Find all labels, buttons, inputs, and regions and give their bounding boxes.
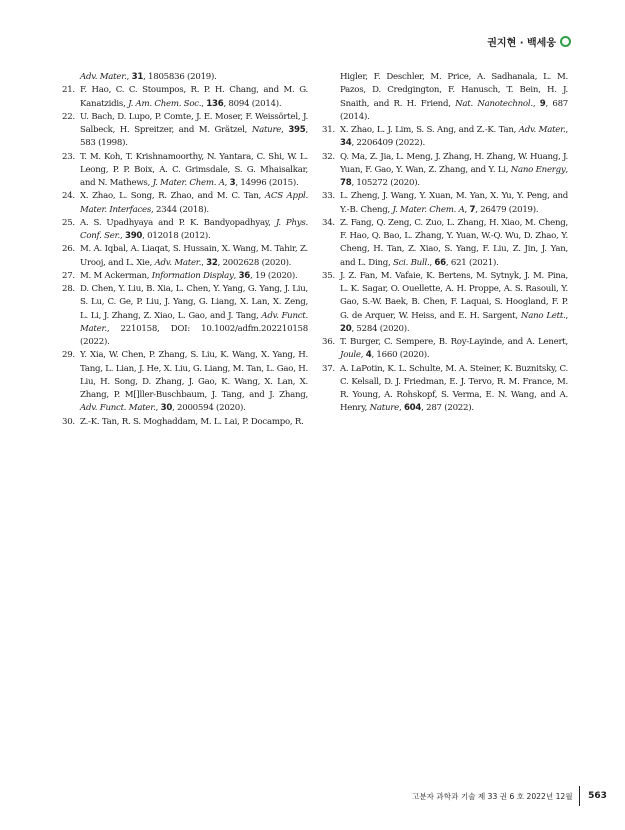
reference-text: , 8094 (2014). (223, 98, 282, 109)
reference-text: , (126, 72, 132, 82)
reference-text: , (233, 270, 239, 281)
reference-text: , (281, 125, 289, 135)
reference-text: , 26479 (2019). (475, 204, 539, 215)
journal-name: J. Phys. Conf. Ser. (80, 217, 308, 241)
reference-text: D. Chen, Y. Liu, B. Xia, L. Chen, Y. Yang, G. Yang, J. Liu, S. Lu, C. Ge, P. Liu, J. Yang, G. Liang, X. Lan, X. Zeng, L. Li, J. Zhang, Z. Xiao, L. Gao, and J. Tang, (80, 284, 308, 321)
volume-number: 36 (238, 270, 251, 281)
reference-item (62, 283, 308, 349)
reference-number: 27. (62, 270, 75, 281)
running-header (487, 34, 571, 49)
footer-journal: 고분자 과학과 기술 제 33 권 6 호 2022년 12월 (412, 791, 573, 801)
volume-number: 7 (469, 204, 476, 215)
reference-text: F. Hao, C. C. Stoumpos, R. P. H. Chang, and M. G. Kanatzidis, (80, 85, 308, 109)
reference-text: Higler, F. Deschler, M. Price, A. Sadhanala, L. M. Pazos, D. Credgington, F. Hanusch, T. Bein, H. J. Snaith, and R. H. Friend, (340, 72, 568, 109)
journal-name: Nature (251, 125, 282, 135)
reference-text: , (155, 403, 161, 414)
reference-item (62, 270, 308, 283)
reference-text: , 5284 (2020). (351, 323, 410, 334)
reference-item (322, 270, 568, 336)
journal-name: J. Mater. Chem. A (392, 204, 465, 215)
reference-text: J. Z. Fan, M. Vafaie, K. Bertens, M. Sytnyk, J. M. Pina, L. K. Sagar, O. Ouellette, A. H. Proppe, A. S. Rasouli, Y. Gao, S.-W. Baek, B. Chen, F. Laquai, S. Hoogland, F. P. G. de Arquer, W. Heiss, and E. H. Sargent, (340, 270, 568, 321)
reference-number: 29. (62, 350, 75, 361)
reference-text: , (464, 204, 470, 215)
reference-text: T. Burger, C. Sempere, B. Roy-Layinde, and A. Lenert, (340, 337, 568, 347)
reference-item (62, 243, 308, 270)
reference-number: 31. (322, 125, 335, 135)
reference-text: A. LaPotin, K. L. Schulte, M. A. Steiner, K. Buznitsky, C. C. Kelsall, D. J. Friedman, E. J. Tervo, R. M. France, M. R. Young, A. Rohskopf, S. Verma, E. N. Wang, and A. Henry, (340, 363, 568, 414)
reference-text: , 1805836 (2019). (143, 72, 217, 82)
journal-name: ACS Appl. Mater. Interfaces (80, 191, 308, 215)
reference-text: , 2000594 (2020). (172, 403, 246, 414)
reference-number: 32. (322, 151, 335, 162)
reference-number: 33. (322, 191, 335, 202)
volume-number: 66 (434, 257, 446, 268)
divider (579, 786, 581, 806)
journal-name: J. Mater. Chem. A (152, 178, 225, 188)
reference-item (322, 71, 568, 124)
reference-text: , 287 (2022). (421, 403, 474, 414)
reference-text: Z.-K. Tan, R. S. Moghaddam, M. L. Lai, P. Docampo, R. (80, 416, 304, 427)
reference-text: M. A. Iqbal, A. Liaqat, S. Hussain, X. Wang, M. Tahir, Z. Urooj, and L. Xie, (80, 244, 308, 268)
reference-text: , (120, 231, 125, 241)
reference-text: , 1660 (2020). (371, 350, 430, 361)
journal-name: Adv. Funct. Mater. (80, 310, 308, 334)
reference-text: , (201, 257, 207, 268)
reference-item (322, 336, 568, 363)
reference-item (322, 363, 568, 416)
reference-number: 34. (322, 217, 335, 228)
reference-text: , (224, 178, 230, 188)
reference-item (62, 84, 308, 111)
reference-number: 36. (322, 337, 335, 347)
reference-item (322, 190, 568, 217)
reference-text: M. M Ackerman, (80, 270, 152, 281)
page-number: 563 (588, 791, 607, 801)
journal-name: Nature (369, 403, 399, 414)
volume-number: 78 (340, 178, 352, 188)
journal-name: J. Am. Chem. Soc. (128, 98, 202, 109)
reference-text: , 012018 (2012). (142, 231, 211, 241)
reference-text: , (532, 98, 540, 109)
reference-text: , 621 (2021). (445, 257, 499, 268)
volume-number: 34 (340, 138, 352, 149)
reference-item (62, 349, 308, 415)
volume-number: 395 (288, 125, 306, 135)
journal-name: Sci. Bull. (392, 257, 430, 268)
reference-text: , (565, 310, 568, 321)
reference-text: , 2210158, DOI: 10.1002/adfm.202210158 (2022). (80, 323, 308, 347)
reference-item (62, 416, 308, 429)
journal-name: Nat. Nanotechnol. (455, 98, 533, 109)
reference-number: 22. (62, 111, 75, 122)
reference-number: 21. (62, 85, 75, 96)
journal-name: Nano Lett. (520, 310, 566, 321)
journal-name: Information Display (151, 270, 234, 281)
reference-number: 37. (322, 363, 335, 374)
reference-text: , 687 (2014). (340, 98, 569, 122)
volume-number: 32 (206, 257, 218, 268)
volume-number: 31 (131, 72, 144, 82)
references-right-column (322, 71, 568, 416)
reference-item (322, 151, 568, 191)
reference-text: X. Zhao, L. Song, R. Zhao, and M. C. Tan, (80, 191, 265, 202)
reference-text: Q. Ma, Z. Jia, L. Meng, J. Zhang, H. Zhang, W. Huang, J. Yuan, F. Gao, Y. Wan, Z. Zhang, and Y. Li, (340, 151, 568, 175)
journal-name: Nano Energy (510, 164, 566, 175)
reference-number: 35. (322, 270, 335, 281)
reference-item (322, 124, 568, 151)
reference-text: T. M. Koh, T. Krishnamoorthy, N. Yantara, C. Shi, W. L. Leong, P. P. Boix, A. C. Grimsdale, S. G. Mhaisalkar, and N. Mathews, (80, 151, 308, 188)
references-left-column (62, 71, 308, 429)
reference-text: L. Zheng, J. Wang, Y. Xuan, M. Yan, X. Yu, Y. Peng, and Y.-B. Cheng, (340, 191, 568, 215)
journal-name: Adv. Mater. (80, 72, 127, 82)
reference-item (322, 217, 568, 270)
volume-number: 30 (160, 403, 173, 414)
reference-item (62, 190, 308, 217)
journal-name: Adv. Funct. Mater. (80, 403, 156, 414)
reference-text: , 2344 (2018). (151, 204, 209, 215)
reference-text: , 14996 (2015). (235, 178, 299, 188)
reference-number: 23. (62, 151, 75, 162)
reference-text: , (565, 125, 568, 135)
reference-text: Z. Fang, Q. Zeng, C. Zuo, L. Zhang, H. Xiao, M. Cheng, F. Hao, Q. Bao, L. Zhang, Y. Yuan, W.-Q. Wu, D. Zhao, Y. Cheng, H. Tan, Z. Xiao, S. Yang, F. Liu, Z. Jin, J. Yan, and L. Ding, (340, 217, 568, 268)
volume-number: 3 (229, 178, 236, 188)
reference-text: , (360, 350, 366, 361)
reference-item (62, 111, 308, 151)
reference-text: , (565, 164, 568, 175)
reference-text: , 19 (2020). (250, 270, 298, 281)
volume-number: 9 (539, 98, 546, 109)
reference-text: , (398, 403, 404, 414)
header-authors: 권지현 · 백세웅 (487, 38, 556, 49)
reference-number: 25. (62, 217, 75, 228)
volume-number: 390 (124, 231, 143, 241)
circle-icon (560, 36, 571, 47)
volume-number: 20 (340, 323, 352, 334)
volume-number: 604 (403, 403, 422, 414)
reference-text: , 2206409 (2022). (351, 138, 425, 149)
reference-text: , (201, 98, 207, 109)
volume-number: 136 (206, 98, 224, 109)
reference-item (62, 71, 308, 84)
reference-number: 28. (62, 284, 75, 294)
reference-text: X. Zhao, L. J. Lim, S. S. Ang, and Z.-K. Tan, (340, 125, 519, 135)
journal-name: Adv. Mater. (154, 257, 202, 268)
reference-text: , 2002628 (2020). (217, 257, 292, 268)
reference-text: Y. Xia, W. Chen, P. Zhang, S. Liu, K. Wang, X. Yang, H. Tang, L. Lian, J. He, X. Liu, G. Liang, M. Tan, L. Gao, H. Liu, H. Song, D. Zhang, J. Gao, K. Wang, X. Lan, X. Zhang, P. M[]ller-Buschbaum, J. Tang, and J. Zhang, (80, 350, 308, 400)
journal-name: Joule (340, 350, 361, 361)
journal-name: Adv. Mater. (518, 125, 566, 135)
volume-number: 4 (365, 350, 372, 361)
reference-item (62, 151, 308, 191)
reference-text: U. Bach, D. Lupo, P. Comte, J. E. Moser, F. Weissörtel, J. Salbeck, H. Spreitzer, and M. Grätzel, (80, 111, 308, 135)
reference-number: 24. (62, 191, 75, 202)
page-footer (412, 786, 607, 806)
reference-item (62, 217, 308, 244)
reference-text: , 583 (1998). (80, 125, 308, 149)
reference-text: , (429, 257, 435, 268)
reference-number: 30. (62, 416, 75, 427)
reference-number: 26. (62, 244, 75, 255)
reference-text: A. S. Upadhyaya and P. K. Bandyopadhyay, (80, 217, 276, 228)
reference-text: , 105272 (2020). (351, 178, 420, 188)
